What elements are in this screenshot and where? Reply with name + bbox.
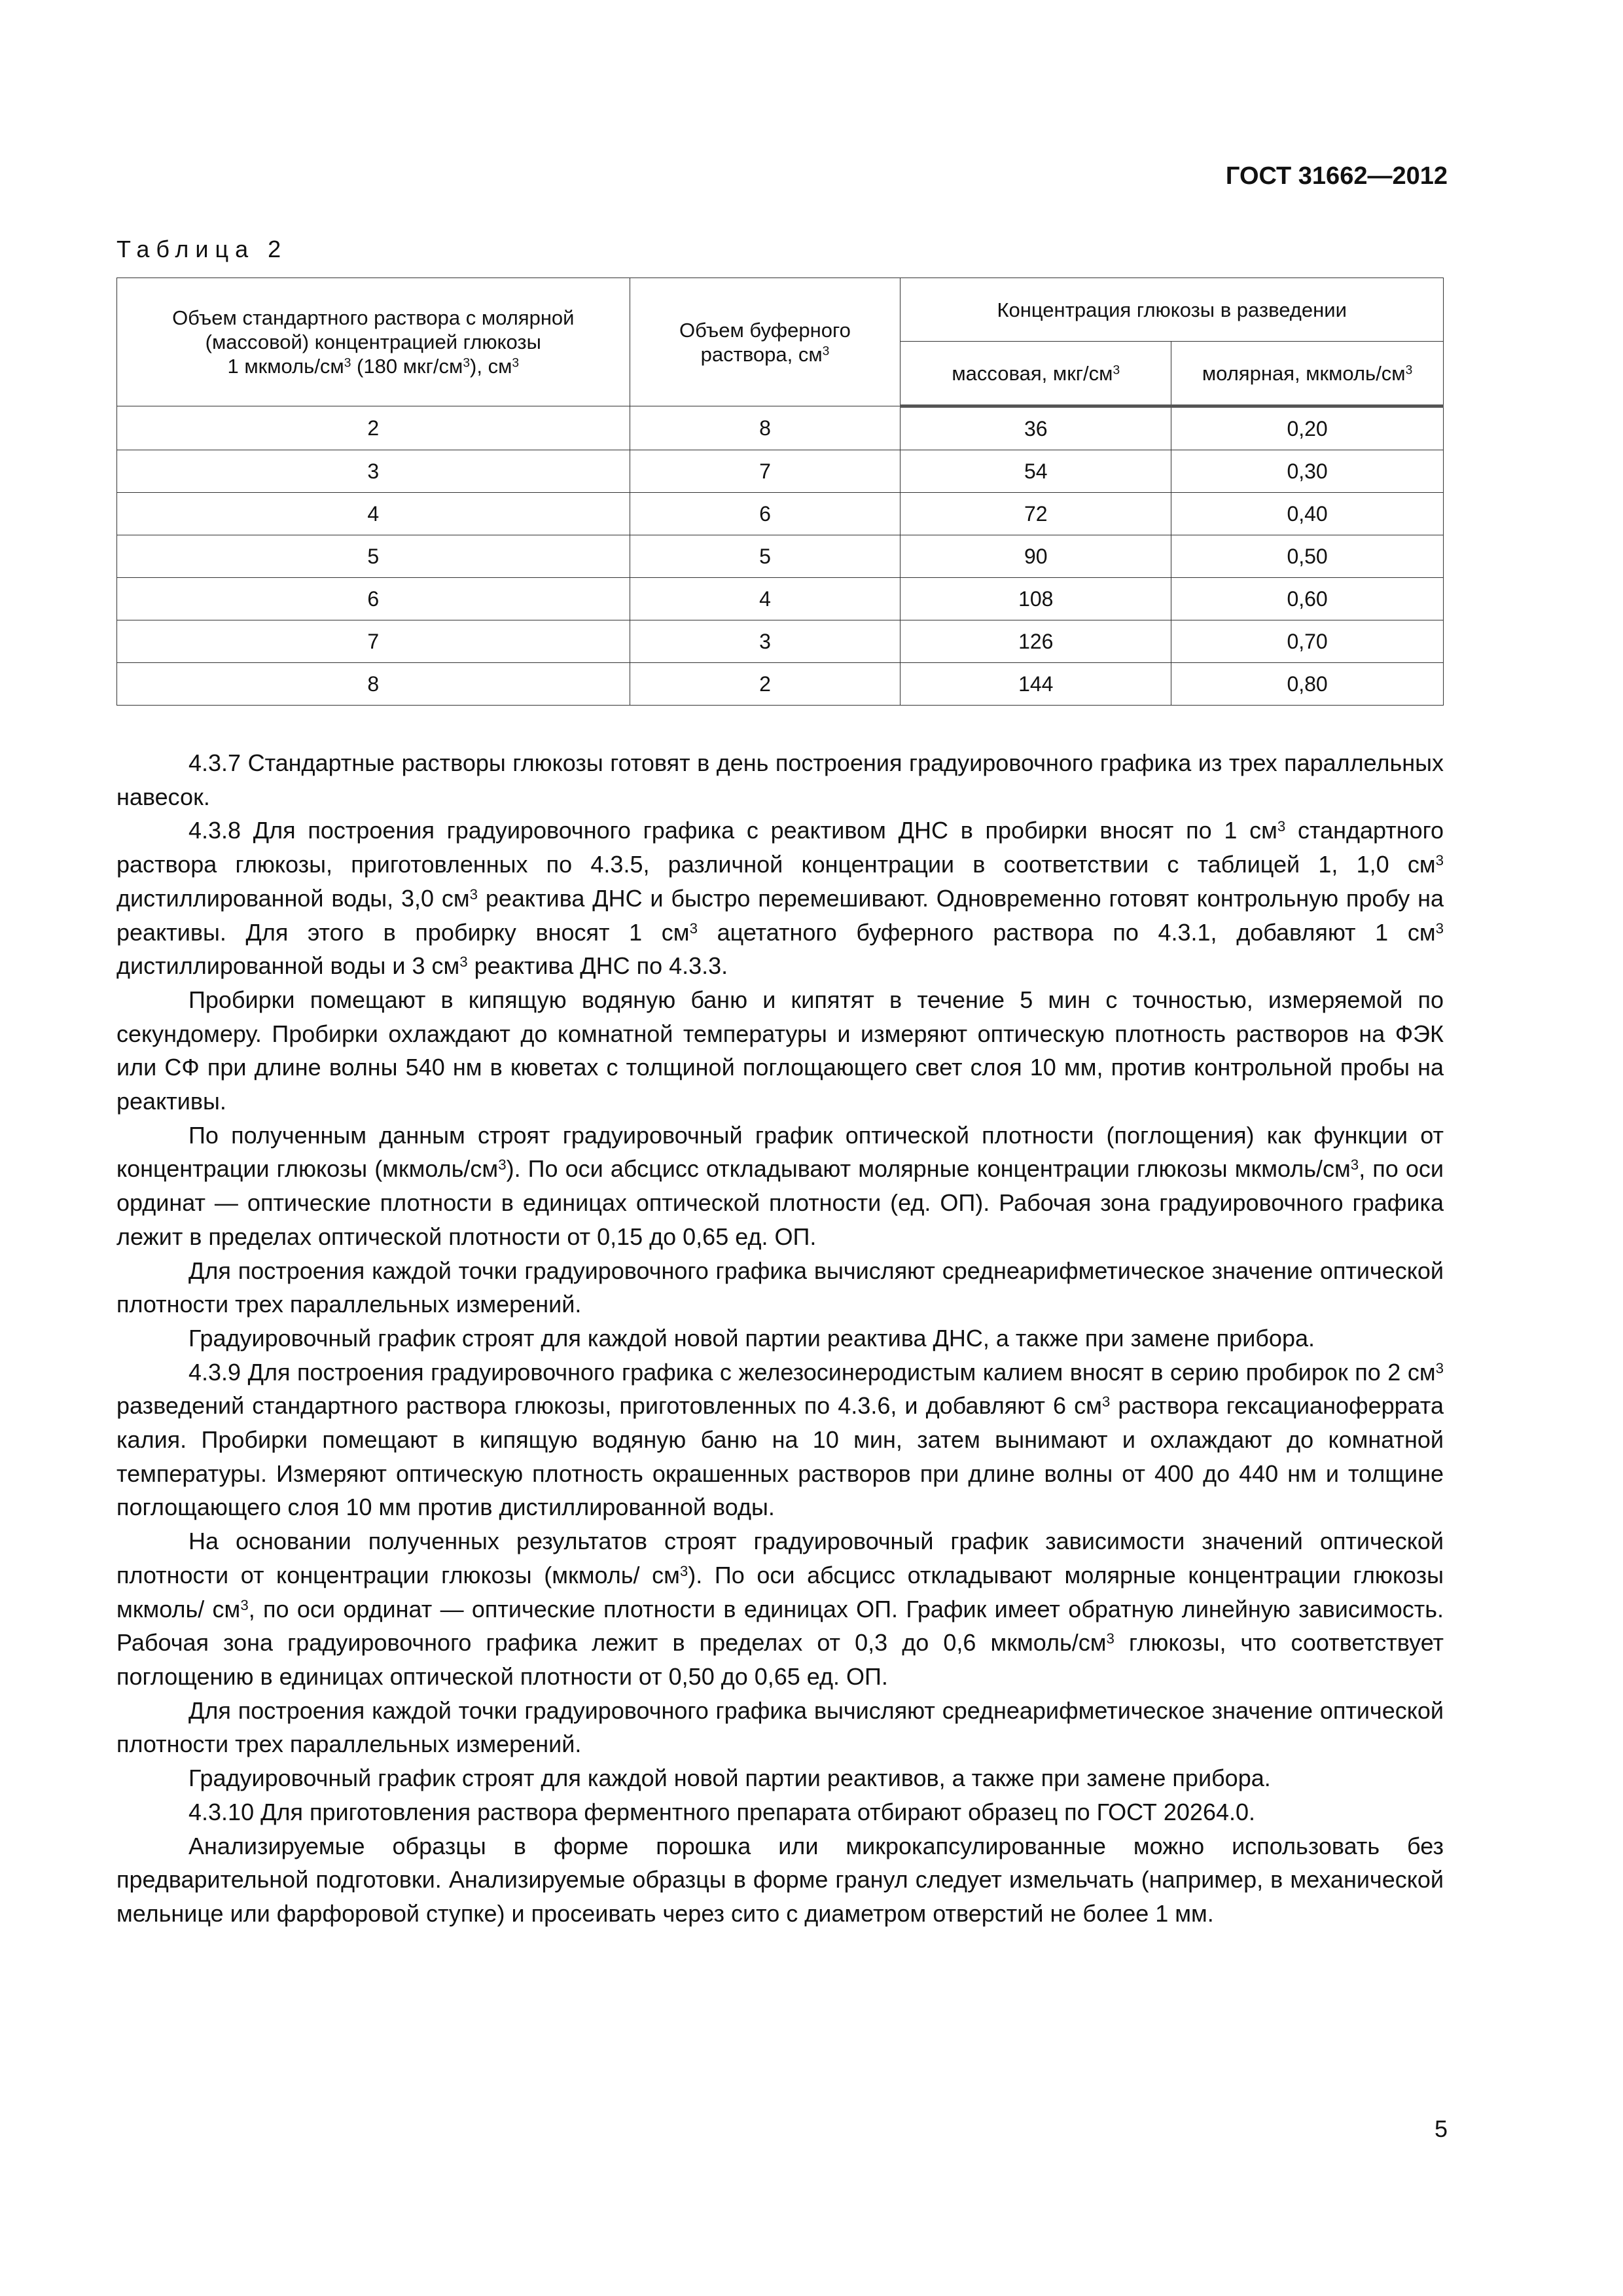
table-cell: 2: [630, 663, 901, 706]
table-row: [117, 578, 1444, 620]
table-row: [117, 663, 1444, 706]
paragraph-boiling: Пробирки помещают в кипящую водяную баню и кипятят в течение 5 мин с точностью, измеряемой по секундомеру. Пробирки охлаждают до комнатной температуры и измеряют оптическую плотность растворов на ФЭК или СФ при длине волны 540 нм в кюветах с толщиной поглощающего свет слоя 10 мм, против контрольной пробы на реактивы.: [116, 986, 1444, 1115]
table-cell: 54: [901, 450, 1171, 493]
paragraph-4-3-9: 4.3.9 Для построения градуировочного графика с железосинеродистым калием вносят в серию пробирок по 2 $см^3$ разведений стандартного раствора глюкозы, приготовленных по 4.3.6, и добавляют 6 $см^3$ раствора гексацианоферрата калия. Пробирки помещают в кипящую водяную баню на 10 мин, затем вынимают и охлаждают до комнатной температуры. Измеряют оптическую плотность окрашенных растворов при длине волны от 400 до 440 нм и толщине поглощающего слоя 10 мм против дистиллированной воды.: [116, 1358, 1444, 1521]
header-mass-concentration: массовая, мкг/$см^3$: [901, 342, 1171, 406]
table-cell: 108: [901, 578, 1171, 620]
table-cell: 144: [901, 663, 1171, 706]
table-cell: 3: [630, 620, 901, 663]
table-cell: 0,50: [1171, 535, 1444, 578]
paragraph-calibration-dns: По полученным данным строят градуировочный график оптической плотности (поглощения) как функции от концентрации глюкозы $(мкмоль/см^3)$. По оси абсцисс откладывают молярные концентрации глюкозы мкмоль/$см^3$, по оси ординат — оптические плотности в единицах оптической плотности (ед. ОП). Рабочая зона градуировочного графика лежит в пределах оптической плотности от 0,15 до 0,65 ед. ОП.: [116, 1121, 1444, 1250]
table-row: [117, 535, 1444, 578]
glucose-dilution-table: [116, 278, 1444, 706]
table-caption: Таблица 2: [116, 236, 288, 262]
table-cell: 8: [630, 406, 901, 450]
table-cell: 126: [901, 620, 1171, 663]
table-cell: 5: [117, 535, 630, 578]
header-standard-volume: Объем стандартного раствора с молярной (массовой) концентрацией глюкозы 1 мкмоль/$см^3$ (180 мкг/$см^3$), $см^3$: [117, 278, 630, 406]
table-cell: 36: [901, 406, 1171, 450]
table-cell: 0,40: [1171, 493, 1444, 535]
paragraph-samples: Анализируемые образцы в форме порошка или микрокапсулированные можно использовать без предварительной подготовки. Анализируемые образцы в форме гранул следует измельчать (например, в механической мельнице или фарфоровой ступке) и просеивать через сито с диаметром отверстий не более 1 мм.: [116, 1832, 1444, 1927]
table-cell: 7: [117, 620, 630, 663]
header-concentration-group: Концентрация глюкозы в разведении: [901, 278, 1444, 342]
table-cell: 4: [117, 493, 630, 535]
table-cell: 0,20: [1171, 406, 1444, 450]
standard-number: ГОСТ 31662—2012: [1225, 162, 1448, 190]
table-cell: 0,60: [1171, 578, 1444, 620]
table-cell: 8: [117, 663, 630, 706]
table-cell: 0,30: [1171, 450, 1444, 493]
table-cell: 0,80: [1171, 663, 1444, 706]
paragraph-new-batch-2: Градуировочный график строят для каждой новой партии реактивов, а также при замене прибора.: [188, 1765, 1271, 1792]
table-row: [117, 450, 1444, 493]
paragraph-4-3-8: 4.3.8 Для построения градуировочного графика с реактивом ДНС в пробирки вносят по 1 $см^3$ стандартного раствора глюкозы, приготовленных по 4.3.5, различной концентрации в соответствии с таблицей 1, 1,0 $см^3$ дистиллированной воды, 3,0 $см^3$ реактива ДНС и быстро перемешивают. Одновременно готовят контрольную пробу на реактивы. Для этого в пробирку вносят 1 $см^3$ ацетатного буферного раствора по 4.3.1, добавляют 1 $см^3$ дистиллированной воды и 3 $см^3$ реактива ДНС по 4.3.3.: [116, 817, 1444, 980]
paragraph-4-3-10: 4.3.10 Для приготовления раствора ферментного препарата отбирают образец по ГОСТ 20264.0.: [188, 1798, 1256, 1825]
table-cell: 4: [630, 578, 901, 620]
table-cell: 7: [630, 450, 901, 493]
table-cell: 6: [117, 578, 630, 620]
paragraph-new-batch: Градуировочный график строят для каждой новой партии реактива ДНС, а также при замене прибора.: [188, 1324, 1315, 1352]
page-number: 5: [1434, 2115, 1448, 2142]
table-header-row: [117, 278, 1444, 342]
table-cell: 90: [901, 535, 1171, 578]
table-cell: 6: [630, 493, 901, 535]
table-row: [117, 493, 1444, 535]
table-row: [117, 620, 1444, 663]
paragraph-calibration-ferricyanide: На основании полученных результатов строят градуировочный график зависимости значений оптической плотности от концентрации глюкозы (мкмоль/ $см^3$). По оси абсцисс откладывают молярные концентрации глюкозы мкмоль/ $см^3$, по оси ординат — оптические плотности в единицах ОП. График имеет обратную линейную зависимость. Рабочая зона градуировочного графика лежит в пределах от 0,3 до 0,6 мкмоль/$см^3$ глюкозы, что соответствует поглощению в единицах оптической плотности от 0,50 до 0,65 ед. ОП.: [116, 1528, 1444, 1690]
paragraph-4-3-7: 4.3.7 Стандартные растворы глюкозы готовят в день построения градуировочного графика из трех параллельных навесок.: [116, 749, 1444, 810]
table-cell: 5: [630, 535, 901, 578]
table-row: [117, 406, 1444, 450]
table-cell: 3: [117, 450, 630, 493]
table-cell: 0,70: [1171, 620, 1444, 663]
paragraph-mean-value-2: Для построения каждой точки градуировочного графика вычисляют среднеарифметическое значение оптической плотности трех параллельных измерений.: [116, 1696, 1444, 1758]
paragraph-mean-value: Для построения каждой точки градуировочного графика вычисляют среднеарифметическое значение оптической плотности трех параллельных измерений.: [116, 1257, 1444, 1318]
header-molar-concentration: молярная, мкмоль/$см^3$: [1171, 342, 1444, 406]
table-cell: 2: [117, 406, 630, 450]
table-cell: 72: [901, 493, 1171, 535]
body-text: [116, 746, 1444, 1931]
header-buffer-volume: Объем буферного раствора, $см^3$: [630, 278, 901, 406]
